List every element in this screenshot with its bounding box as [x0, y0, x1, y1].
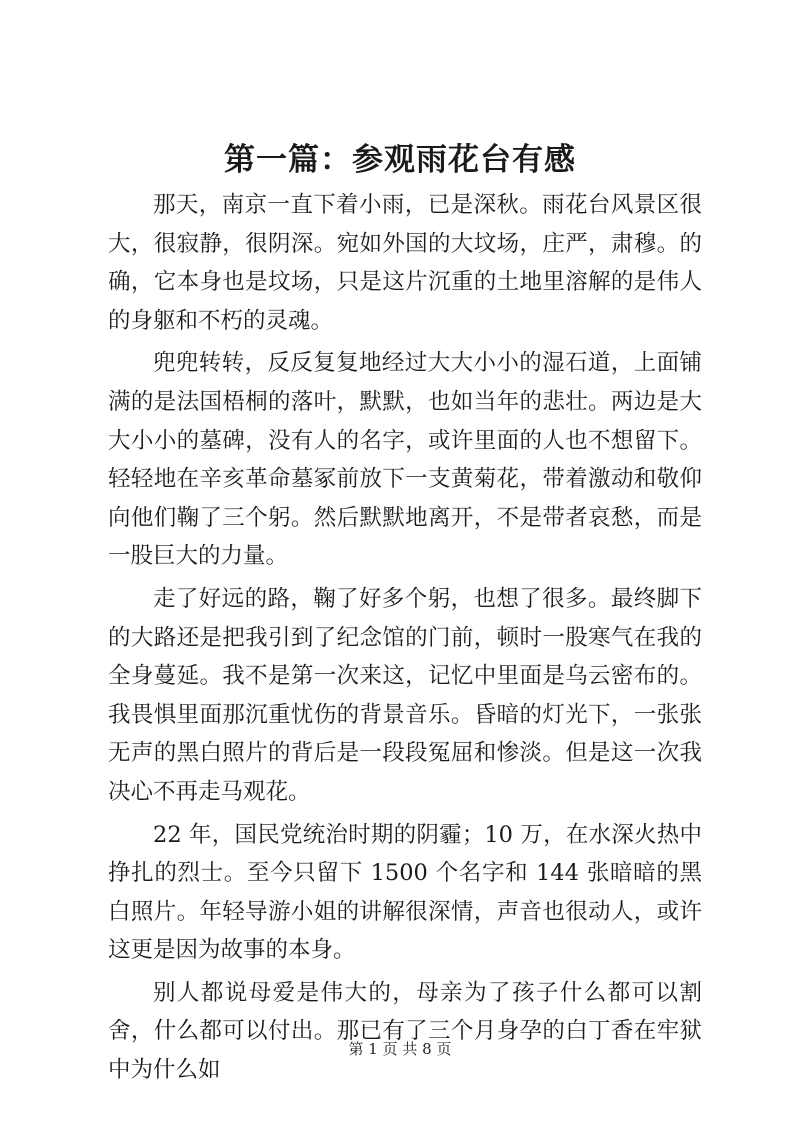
- document-body: [108, 186, 702, 1094]
- document-title: 第一篇：参观雨花台有感: [224, 142, 576, 178]
- paragraph-2: 兜兜转转，反反复复地经过大大小小的湿石道，上面铺满的是法国梧桐的落叶，默默，也如当年的悲壮。两边是大大小小的墓碑，没有人的名字，或许里面的人也不想留下。轻轻地在辛亥革命墓冢前放下一支黄菊花，带着激动和敬仰向他们鞠了三个躬。然后默默地离开，不是带者哀愁，而是一股巨大的力量。: [108, 350, 702, 570]
- paragraph-4: 22 年，国民党统治时期的阴霾；10 万，在水深火热中挣扎的烈士。至今只留下 1500 个名字和 144 张暗暗的黑白照片。年轻导游小姐的讲解很深情，声音也很动人，或许这更是因为故事的本身。: [108, 821, 702, 964]
- paragraph-3: 走了好远的路，鞠了好多个躬，也想了很多。最终脚下的大路还是把我引到了纪念馆的门前，顿时一股寒气在我的全身蔓延。我不是第一次来这，记忆中里面是乌云密布的。我畏惧里面那沉重忧伤的背景音乐。昏暗的灯光下，一张张无声的黑白照片的背后是一段段冤屈和惨淡。但是这一次我决心不再走马观花。: [108, 585, 702, 805]
- paragraph-1: 那天，南京一直下着小雨，已是深秋。雨花台风景区很大，很寂静，很阴深。宛如外国的大坟场，庄严，肃穆。的确，它本身也是坟场，只是这片沉重的土地里溶解的是伟人的身躯和不朽的灵魂。: [108, 192, 702, 334]
- page-footer: 第 1 页 共 8 页: [348, 1040, 452, 1058]
- paragraph-5: 别人都说母爱是伟大的，母亲为了孩子什么都可以割舍，什么都可以付出。那已有了三个月身孕的白丁香在牢狱中为什么如: [108, 979, 702, 1084]
